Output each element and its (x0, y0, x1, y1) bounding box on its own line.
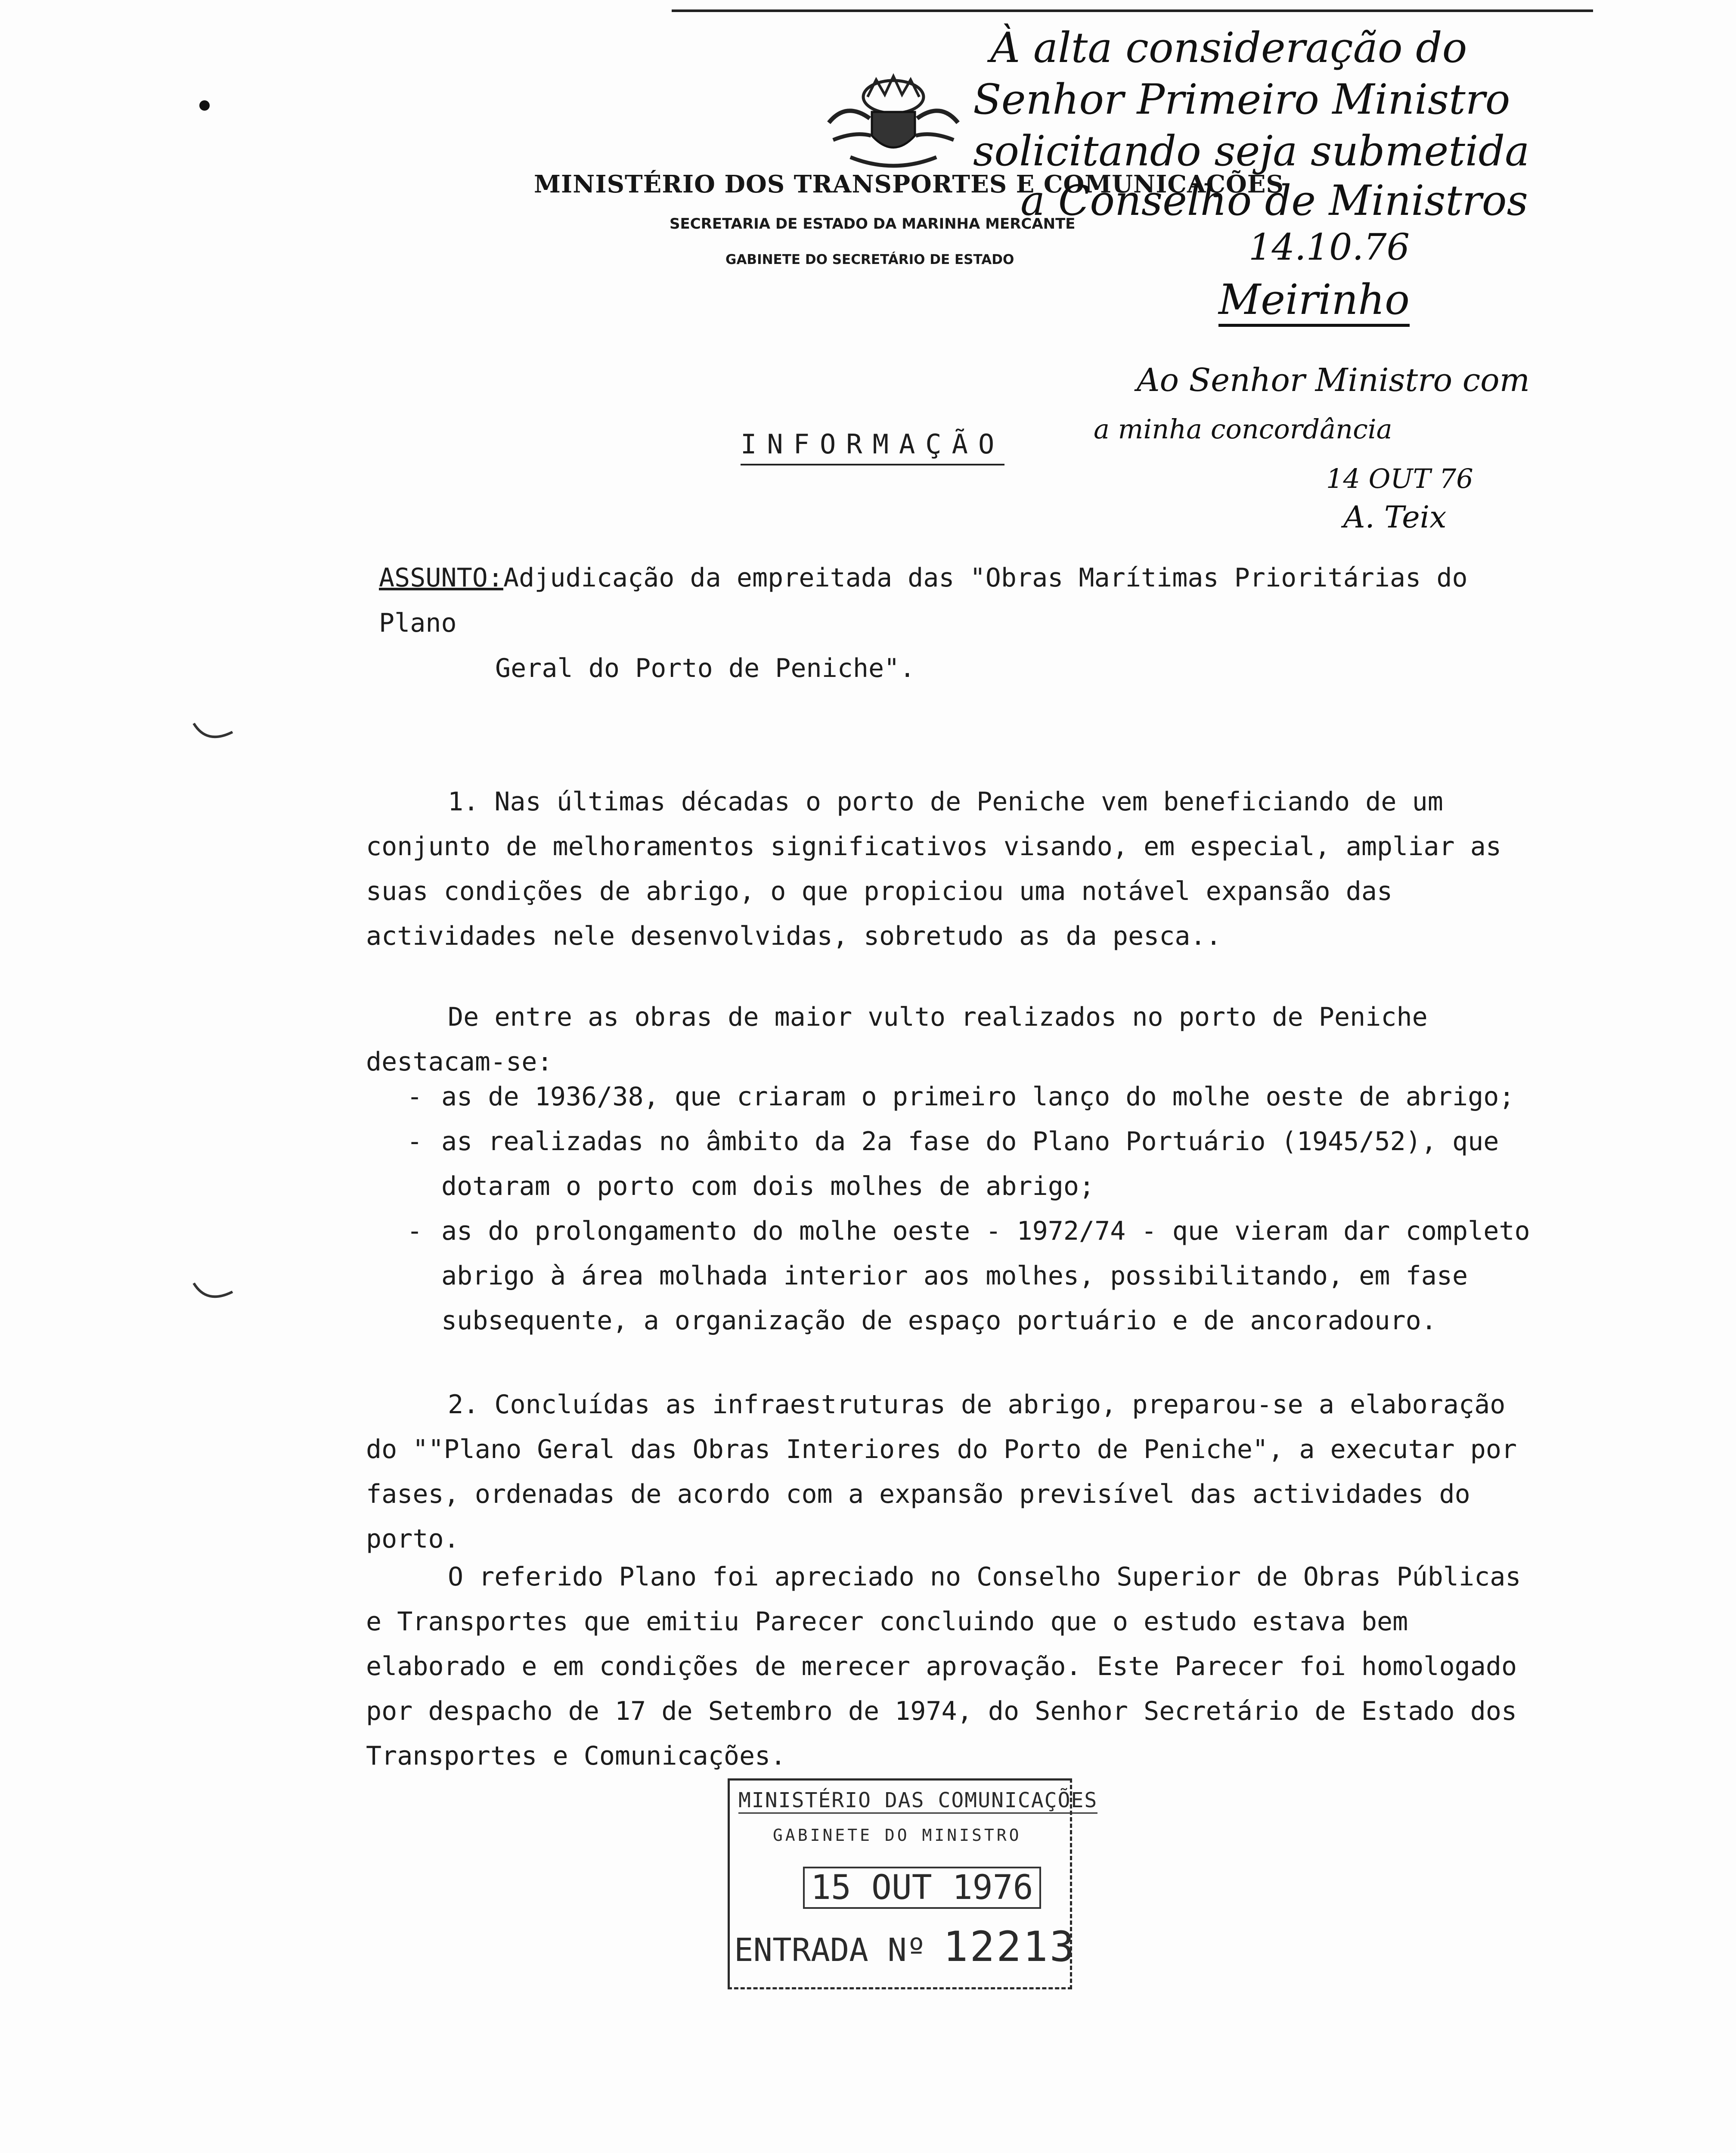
subject-block (379, 555, 1541, 691)
paragraph-2: De entre as obras de maior vulto realizados no porto de Peniche destacam-se: (366, 1002, 1428, 1077)
handwritten-signature: A. Teix (1343, 499, 1447, 535)
stamp-date: 15 OUT 1976 (803, 1867, 1041, 1909)
stamp-line: MINISTÉRIO DAS COMUNICAÇÕES (738, 1788, 1097, 1814)
works-list (407, 1074, 1548, 1343)
handwritten-signature: Meirinho (1218, 276, 1410, 327)
coat-of-arms-icon (820, 71, 967, 170)
punch-hole-mark-icon (189, 715, 241, 749)
stamp-entry-number: 12213 (943, 1923, 1076, 1971)
handwritten-line: a Conselho de Ministros (1020, 177, 1528, 225)
subject-text: Adjudicação da empreitada das "Obras Marítimas Prioritárias do Plano (379, 563, 1468, 638)
scan-dot-icon (198, 99, 211, 112)
list-item: - as de 1936/38, que criaram o primeiro lanço do molhe oeste de abrigo; (407, 1074, 1548, 1119)
punch-hole-mark-icon (189, 1275, 241, 1309)
list-item: - as do prolongamento do molhe oeste - 1972/74 - que vieram dar completo abrigo à área molhada interior aos molhes, possibilitando, em fase subsequente, a organização de espaço portuário e de ancoradouro. (407, 1209, 1548, 1343)
stamp-entry (734, 1923, 1076, 1971)
ministry-heading: MINISTÉRIO DOS TRANSPORTES E COMUNICAÇÕES (534, 170, 1284, 199)
handwritten-line: a minha concordância (1094, 413, 1392, 445)
list-item: - as realizadas no âmbito da 2a fase do Plano Portuário (1945/52), que dotaram o porto com dois molhes de abrigo; (407, 1119, 1548, 1209)
top-rule (672, 9, 1593, 12)
handwritten-line: solicitando seja submetida (973, 127, 1530, 175)
secretaria-heading: SECRETARIA DE ESTADO DA MARINHA MERCANTE (670, 215, 1076, 233)
gabinete-heading: GABINETE DO SECRETÁRIO DE ESTADO (725, 252, 1014, 267)
handwritten-line: Ao Senhor Ministro com (1137, 362, 1530, 399)
handwritten-line: À alta consideração do (990, 24, 1467, 72)
paragraph-3: 2. Concluídas as infraestruturas de abrigo, preparou-se a elaboração do ""Plano Geral das Obras Interiores do Porto de Peniche", a executar por fases, ordenadas de acordo com a expansão previsível das actividades do porto. (366, 1390, 1517, 1554)
document-title: INFORMAÇÃO (741, 428, 1004, 465)
stamp-line: GABINETE DO MINISTRO (773, 1826, 1022, 1845)
handwritten-date: 14.10.76 (1249, 226, 1410, 268)
stamp-entry-label: ENTRADA Nº (734, 1932, 926, 1969)
handwritten-date: 14 OUT 76 (1326, 463, 1473, 494)
paragraph-1: 1. Nas últimas décadas o porto de Peniche vem beneficiando de um conjunto de melhoramentos significativos visando, em especial, ampliar as suas condições de abrigo, o que propiciou uma notável expansão das actividades nele desenvolvidas, sobretudo as da pesca.. (366, 787, 1501, 951)
paragraph-4: O referido Plano foi apreciado no Conselho Superior de Obras Públicas e Transportes que emitiu Parecer concluindo que o estudo estava bem elaborado e em condições de merecer aprovação. Este Parecer foi homologado por despacho de 17 de Setembro de 1974, do Senhor Secretário de Estado dos Transportes e Comunicações. (366, 1562, 1521, 1771)
reception-stamp (728, 1778, 1098, 1989)
handwritten-line: Senhor Primeiro Ministro (973, 75, 1510, 124)
subject-label: ASSUNTO: (379, 563, 503, 593)
subject-text-continued: Geral do Porto de Peniche". (495, 653, 915, 683)
